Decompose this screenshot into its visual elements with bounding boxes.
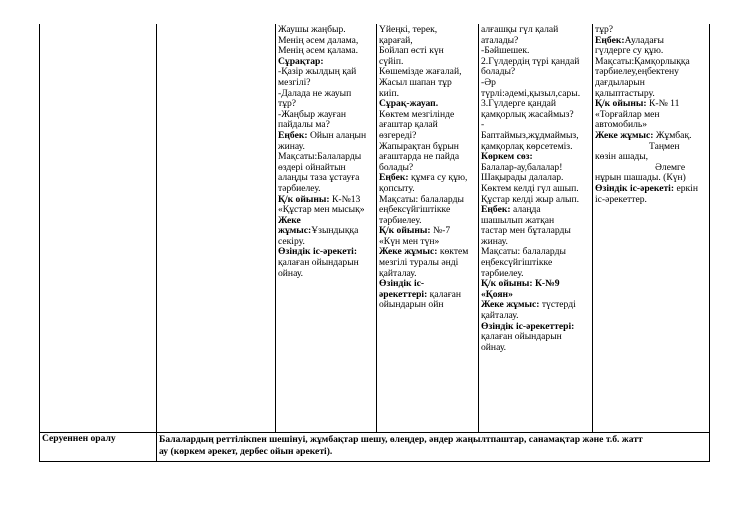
line-rest: Ауладағы xyxy=(624,34,664,46)
text-line: гүлдерге су құю. xyxy=(595,45,664,57)
text-line: қалаған ойындарын xyxy=(481,331,562,343)
text-line: секіру. xyxy=(278,235,305,247)
text-line: нұрын шашады. (Күн) xyxy=(595,172,686,184)
text-line: Қ/к ойыны: К-№9 xyxy=(481,278,560,290)
table-border-bottom xyxy=(39,461,710,462)
text-line: киіп. xyxy=(379,87,399,99)
text-line: -Бәйшешек. xyxy=(481,45,530,57)
text-line: Менің әсем далама, xyxy=(278,34,359,46)
line-rest: еркін xyxy=(674,182,698,194)
text-line: көзін ашады, xyxy=(595,151,649,163)
text-line: алаңды таза ұстауға xyxy=(278,172,360,184)
row-description xyxy=(157,434,709,460)
text-line: Үйеңкі, терек, xyxy=(379,25,438,35)
bold-lead: Жеке жұмыс: xyxy=(481,299,540,311)
text-line: 3.Гүлдерге қандай xyxy=(481,98,557,110)
text-line: «Күн мен түн» xyxy=(379,235,440,247)
text-line: тәрбиелеу,еңбектену xyxy=(595,66,679,78)
line-rest: Ұзындыққа xyxy=(311,225,359,237)
line-rest: Ойын алаңын xyxy=(307,129,367,141)
text-line: Мақсаты:Балаларды xyxy=(278,151,362,163)
bold-lead: әрекеттері: xyxy=(379,288,428,300)
text-line: қамқорлақ көрсетеміз. xyxy=(481,140,573,152)
line-rest: құмға су құю, xyxy=(408,172,468,184)
text-line: автомобиль» xyxy=(595,119,648,131)
text-line: ағаштарда не пайда xyxy=(379,151,460,163)
row-divider xyxy=(39,432,710,433)
line-rest: К-№13 xyxy=(329,193,361,205)
text-line: Менің әсем қалама. xyxy=(278,45,359,57)
text-line: дағдыларын xyxy=(595,76,645,88)
row-description-line-2: ау (көркем әрекет, дербес ойын әрекеті). xyxy=(159,445,333,457)
text-line: - xyxy=(481,119,485,131)
text-line: сүйіп. xyxy=(379,55,404,67)
text-line: болады? xyxy=(379,161,414,173)
text-line: Таңмен xyxy=(649,140,680,152)
bold-lead: жұмыс: xyxy=(278,225,312,237)
bold-lead: Еңбек: xyxy=(278,129,308,141)
day-cell-2 xyxy=(377,25,478,431)
text-line: қайталау. xyxy=(379,267,417,279)
line-rest: Жұмбақ. xyxy=(653,129,692,141)
text-line: Сұрақ-жауап. xyxy=(379,98,439,110)
text-line: еңбексүйгіштікке xyxy=(481,257,553,269)
text-line: ойнау. xyxy=(481,341,507,353)
text-line: Көктем келді гүл ашып. xyxy=(481,182,579,194)
row-description-line-1: Балалардың реттілікпен шешінуі, жұмбақтар шешу, өлеңдер, әндер жаңылтпаштар, санамақтар және т.б. жатт xyxy=(159,434,643,445)
text-line: қопсыту. xyxy=(379,182,415,194)
text-line: өздері ойнайтын xyxy=(278,161,346,173)
text-line: тәрбиелеу. xyxy=(278,182,321,194)
text-line: болады? xyxy=(481,66,516,78)
text-line: Бойлап өсті күн xyxy=(379,45,444,57)
text-line: Құстар келді жыр алып. xyxy=(481,193,580,205)
text-line xyxy=(278,131,374,142)
bold-lead: Қ/к ойыны: xyxy=(595,98,647,110)
text-line: мезгілі? xyxy=(278,76,311,88)
text-line: 2.Гүлдердің түрі қандай xyxy=(481,55,580,67)
text-line: аталады? xyxy=(481,34,519,46)
text-line: Көркем сөз: xyxy=(481,151,533,163)
text-line: пайдалы ма? xyxy=(278,119,330,131)
table-border-right xyxy=(709,24,710,461)
text-line: қалаған ойындарын xyxy=(278,257,359,269)
text-line: тәрбиелеу. xyxy=(481,267,524,279)
text-line: Өзіндік іс-әрекеті: xyxy=(278,246,358,258)
text-line: алғашқы гүл қалай xyxy=(481,25,559,35)
text-line: -Далада не жауып xyxy=(278,87,352,99)
bold-lead: Қ/к ойыны: xyxy=(379,225,431,237)
bold-lead: Жеке жұмыс: xyxy=(595,129,654,141)
line-rest: К-№ 11 xyxy=(646,98,680,110)
line-rest: түстерді xyxy=(539,299,576,311)
text-line: ойындарын ойн xyxy=(379,299,444,311)
text-line: тәрбиелеу. xyxy=(379,214,422,226)
bold-lead: Өзіндік іс-әрекеті: xyxy=(595,182,675,194)
text-line: Өзіндік іс-әрекеттері: xyxy=(481,320,575,332)
text-line: қамқорлық жасаймыз? xyxy=(481,108,574,120)
text-line: Өзіндік іс- xyxy=(379,278,425,290)
text-line: тұр? xyxy=(278,98,297,110)
bold-lead: Қ/к ойыны: xyxy=(278,193,330,205)
text-line: Жаушы жаңбыр. xyxy=(278,25,346,35)
text-line: ағаштар қалай xyxy=(379,119,438,131)
line-rest: №-7 xyxy=(430,225,451,237)
text-line: Шақырады далалар. xyxy=(481,172,564,184)
text-line: Көшемізде жағалай, xyxy=(379,66,462,78)
row-label-return-from-walk xyxy=(40,434,156,460)
day-cell-4 xyxy=(593,25,709,431)
text-line: еңбексүйгіштікке xyxy=(379,204,451,216)
text-line: Балалар-ау,балалар! xyxy=(481,161,563,173)
text-line: шашылып жатқан xyxy=(481,214,555,226)
table-border-left xyxy=(39,24,40,461)
text-line: -Жаңбыр жауған xyxy=(278,108,346,120)
line-rest: көктем xyxy=(437,246,469,258)
row-label-text: Серуеннен оралу xyxy=(42,434,116,444)
text-line xyxy=(595,131,707,142)
bold-lead: Еңбек: xyxy=(595,34,625,46)
text-line: тастар мен бұталарды xyxy=(481,225,571,237)
text-line: қайталау. xyxy=(481,310,519,322)
text-line: іс-әрекеттер. xyxy=(595,193,647,205)
text-line: «Торғайлар мен xyxy=(595,108,660,120)
bold-lead: Жеке жұмыс: xyxy=(379,246,438,258)
text-line: Мақсаты: балаларды xyxy=(481,246,566,258)
text-line: Жапырақтан бұрын xyxy=(379,140,459,152)
text-line: Әлемге xyxy=(655,161,686,173)
text-line xyxy=(595,184,707,195)
text-line: жинау. xyxy=(278,140,305,152)
text-line: қарағай, xyxy=(379,34,413,46)
text-line: қалыптастыру. xyxy=(595,87,655,99)
text-line: «Қоян» xyxy=(481,288,513,300)
text-line: түрлі:әдемі,қызыл,сары. xyxy=(481,87,581,99)
bold-lead: Еңбек: xyxy=(379,172,409,184)
text-line: Мақсаты: балаларды xyxy=(379,193,464,205)
text-line: тұр? xyxy=(595,25,614,35)
day-cell-3 xyxy=(479,25,592,431)
text-line: -Әр xyxy=(481,76,496,88)
text-line: Баптаймыз,жұдмаймыз, xyxy=(481,129,579,141)
text-line: Жасыл шапан тұр xyxy=(379,76,452,88)
text-line: ойнау. xyxy=(278,267,304,279)
text-line: Жеке xyxy=(278,214,301,226)
text-line: өзгереді? xyxy=(379,129,417,141)
line-rest: қалаған xyxy=(427,288,462,300)
column-divider-1 xyxy=(156,24,157,461)
text-line: жинау. xyxy=(481,235,508,247)
line-rest: алаңда xyxy=(510,204,541,216)
bold-lead: Еңбек: xyxy=(481,204,511,216)
text-line: Сұрақтар: xyxy=(278,55,324,67)
text-line: «Құстар мен мысық» xyxy=(278,204,365,216)
text-line: -Қазір жылдың қай xyxy=(278,66,357,78)
day-cell-1 xyxy=(276,25,376,431)
text-line: мезгілі туралы әнді xyxy=(379,257,459,269)
text-line: Мақсаты:Қамқорлыққа xyxy=(595,55,690,67)
text-line: Көктем мезгілінде xyxy=(379,108,455,120)
